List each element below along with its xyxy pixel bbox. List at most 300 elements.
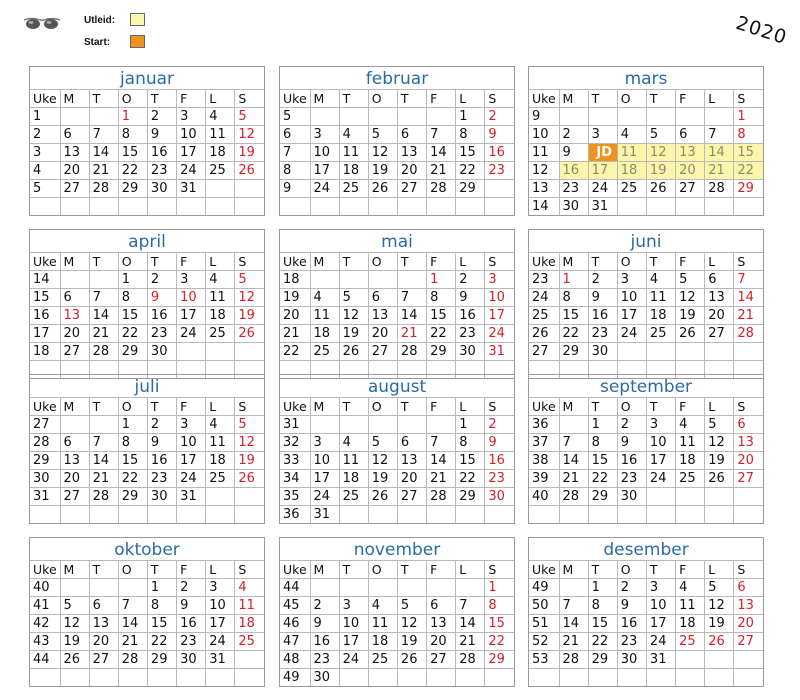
day-cell[interactable]: 6 — [427, 597, 456, 615]
day-cell[interactable]: 6 — [397, 126, 426, 144]
day-cell[interactable]: 11 — [206, 126, 235, 144]
rented-day-cell[interactable]: 18 — [617, 162, 646, 180]
day-cell[interactable]: 25 — [676, 470, 705, 488]
day-cell[interactable]: 1 — [588, 416, 617, 434]
day-cell[interactable]: 20 — [427, 633, 456, 651]
day-cell[interactable]: 27 — [89, 651, 118, 669]
day-cell[interactable]: 16 — [617, 615, 646, 633]
day-cell[interactable]: 3 — [177, 108, 206, 126]
day-cell[interactable]: 9 — [617, 434, 646, 452]
day-cell[interactable]: 30 — [147, 488, 176, 506]
day-cell[interactable]: 22 — [427, 325, 456, 343]
day-cell[interactable]: 7 — [427, 126, 456, 144]
day-cell[interactable]: 6 — [705, 271, 734, 289]
day-cell[interactable]: 28 — [89, 180, 118, 198]
day-cell[interactable]: 11 — [368, 615, 397, 633]
day-cell[interactable]: 25 — [235, 633, 264, 651]
day-cell[interactable]: 22 — [118, 470, 147, 488]
day-cell[interactable]: 14 — [118, 615, 147, 633]
day-cell[interactable]: 5 — [705, 579, 734, 597]
day-cell[interactable]: 11 — [676, 597, 705, 615]
day-cell[interactable]: 10 — [177, 434, 206, 452]
day-cell[interactable]: 18 — [339, 162, 368, 180]
day-cell[interactable]: 14 — [734, 289, 763, 307]
day-cell[interactable]: 16 — [310, 633, 339, 651]
day-cell[interactable]: 2 — [559, 126, 588, 144]
day-cell[interactable]: 22 — [118, 325, 147, 343]
day-cell[interactable]: 20 — [397, 162, 426, 180]
day-cell[interactable]: 8 — [118, 289, 147, 307]
day-cell[interactable]: 24 — [339, 651, 368, 669]
day-cell[interactable]: 12 — [235, 434, 264, 452]
day-cell[interactable]: 14 — [427, 144, 456, 162]
day-cell[interactable]: 16 — [177, 615, 206, 633]
day-cell[interactable]: 9 — [310, 615, 339, 633]
day-cell[interactable]: 21 — [89, 162, 118, 180]
day-cell[interactable]: 25 — [310, 343, 339, 361]
day-cell[interactable]: 6 — [368, 289, 397, 307]
day-cell[interactable]: 10 — [206, 597, 235, 615]
day-cell[interactable]: 8 — [734, 126, 763, 144]
day-cell[interactable]: 18 — [676, 452, 705, 470]
day-cell[interactable]: 29 — [456, 180, 485, 198]
day-cell[interactable]: 4 — [206, 271, 235, 289]
day-cell[interactable]: 25 — [368, 651, 397, 669]
day-cell[interactable]: 9 — [147, 434, 176, 452]
day-cell[interactable]: 27 — [734, 470, 763, 488]
day-cell[interactable]: 3 — [206, 579, 235, 597]
day-cell[interactable]: 13 — [368, 307, 397, 325]
day-cell[interactable]: 24 — [646, 633, 675, 651]
day-cell[interactable]: 20 — [734, 452, 763, 470]
day-cell[interactable]: 26 — [705, 470, 734, 488]
day-cell[interactable]: 11 — [676, 434, 705, 452]
day-cell[interactable]: 9 — [485, 126, 514, 144]
day-cell[interactable]: 7 — [118, 597, 147, 615]
day-cell[interactable]: 6 — [60, 126, 89, 144]
day-cell[interactable]: 11 — [235, 597, 264, 615]
day-cell[interactable]: 4 — [676, 579, 705, 597]
day-cell[interactable]: 25 — [339, 488, 368, 506]
day-cell[interactable]: 28 — [559, 488, 588, 506]
day-cell[interactable]: 4 — [235, 579, 264, 597]
day-cell[interactable]: 13 — [60, 144, 89, 162]
day-cell[interactable]: 6 — [734, 416, 763, 434]
day-cell[interactable]: 29 — [734, 180, 763, 198]
day-cell[interactable]: 25 — [676, 633, 705, 651]
day-cell[interactable]: 30 — [588, 343, 617, 361]
day-cell[interactable]: 20 — [89, 633, 118, 651]
day-cell[interactable]: 9 — [147, 126, 176, 144]
day-cell[interactable]: 6 — [89, 597, 118, 615]
day-cell[interactable]: 11 — [206, 434, 235, 452]
day-cell[interactable]: 22 — [588, 470, 617, 488]
day-cell[interactable]: 30 — [456, 343, 485, 361]
day-cell[interactable]: 28 — [427, 180, 456, 198]
day-cell[interactable]: 15 — [456, 452, 485, 470]
day-cell[interactable]: 28 — [427, 488, 456, 506]
day-cell[interactable]: 4 — [339, 434, 368, 452]
day-cell[interactable]: 26 — [235, 162, 264, 180]
day-cell[interactable]: 18 — [676, 615, 705, 633]
day-cell[interactable]: 14 — [456, 615, 485, 633]
day-cell[interactable]: 14 — [559, 452, 588, 470]
day-cell[interactable]: 26 — [397, 651, 426, 669]
day-cell[interactable]: 25 — [617, 180, 646, 198]
day-cell[interactable]: 22 — [559, 325, 588, 343]
day-cell[interactable]: 29 — [485, 651, 514, 669]
day-cell[interactable]: 5 — [646, 126, 675, 144]
day-cell[interactable]: 2 — [617, 579, 646, 597]
day-cell[interactable]: 9 — [456, 289, 485, 307]
day-cell[interactable]: 26 — [339, 343, 368, 361]
day-cell[interactable]: 19 — [339, 325, 368, 343]
day-cell[interactable]: 20 — [60, 470, 89, 488]
day-cell[interactable]: 25 — [339, 180, 368, 198]
day-cell[interactable]: 25 — [206, 162, 235, 180]
day-cell[interactable]: 23 — [485, 162, 514, 180]
day-cell[interactable]: 1 — [118, 108, 147, 126]
day-cell[interactable]: 19 — [705, 615, 734, 633]
day-cell[interactable]: 14 — [427, 452, 456, 470]
rented-day-cell[interactable]: 17 — [588, 162, 617, 180]
day-cell[interactable]: 2 — [485, 416, 514, 434]
day-cell[interactable]: 8 — [588, 597, 617, 615]
day-cell[interactable]: 3 — [588, 126, 617, 144]
day-cell[interactable]: 4 — [339, 126, 368, 144]
day-cell[interactable]: 13 — [60, 452, 89, 470]
day-cell[interactable]: 3 — [617, 271, 646, 289]
day-cell[interactable]: 26 — [368, 488, 397, 506]
day-cell[interactable]: 26 — [705, 633, 734, 651]
day-cell[interactable]: 3 — [646, 579, 675, 597]
day-cell[interactable]: 7 — [89, 126, 118, 144]
day-cell[interactable]: 30 — [559, 198, 588, 216]
day-cell[interactable]: 12 — [60, 615, 89, 633]
day-cell[interactable]: 22 — [485, 633, 514, 651]
day-cell[interactable]: 11 — [339, 144, 368, 162]
day-cell[interactable]: 10 — [310, 144, 339, 162]
day-cell[interactable]: 7 — [559, 434, 588, 452]
day-cell[interactable]: 5 — [235, 271, 264, 289]
day-cell[interactable]: 27 — [676, 180, 705, 198]
day-cell[interactable]: 16 — [147, 144, 176, 162]
day-cell[interactable]: 7 — [734, 271, 763, 289]
day-cell[interactable]: 7 — [89, 289, 118, 307]
day-cell[interactable]: 19 — [235, 452, 264, 470]
day-cell[interactable]: 7 — [705, 126, 734, 144]
day-cell[interactable]: 23 — [177, 633, 206, 651]
day-cell[interactable]: 23 — [617, 470, 646, 488]
day-cell[interactable]: 23 — [456, 325, 485, 343]
day-cell[interactable]: 23 — [147, 162, 176, 180]
day-cell[interactable]: 17 — [310, 470, 339, 488]
day-cell[interactable]: 5 — [235, 416, 264, 434]
day-cell[interactable]: 8 — [118, 434, 147, 452]
day-cell[interactable]: 1 — [118, 271, 147, 289]
day-cell[interactable]: 3 — [310, 126, 339, 144]
day-cell[interactable]: 21 — [427, 470, 456, 488]
day-cell[interactable]: 31 — [177, 488, 206, 506]
day-cell[interactable]: 6 — [397, 434, 426, 452]
rented-day-cell[interactable]: 15 — [734, 144, 763, 162]
day-cell[interactable]: 2 — [456, 271, 485, 289]
day-cell[interactable]: 17 — [646, 615, 675, 633]
day-cell[interactable]: 16 — [617, 452, 646, 470]
rented-day-cell[interactable]: 11 — [617, 144, 646, 162]
day-cell[interactable]: 23 — [310, 651, 339, 669]
day-cell[interactable]: 21 — [559, 470, 588, 488]
day-cell[interactable]: 4 — [206, 416, 235, 434]
day-cell[interactable]: 12 — [368, 452, 397, 470]
day-cell[interactable]: 27 — [427, 651, 456, 669]
day-cell[interactable]: 4 — [310, 289, 339, 307]
day-cell[interactable]: 29 — [147, 651, 176, 669]
day-cell[interactable]: 15 — [427, 307, 456, 325]
day-cell[interactable]: 26 — [235, 325, 264, 343]
day-cell[interactable]: 1 — [588, 579, 617, 597]
day-cell[interactable]: 6 — [60, 289, 89, 307]
day-cell[interactable]: 15 — [485, 615, 514, 633]
day-cell[interactable]: 24 — [588, 180, 617, 198]
day-cell[interactable]: 6 — [60, 434, 89, 452]
day-cell[interactable]: 7 — [559, 597, 588, 615]
day-cell[interactable]: 29 — [588, 651, 617, 669]
day-cell[interactable]: 2 — [588, 271, 617, 289]
day-cell[interactable]: 10 — [310, 452, 339, 470]
day-cell[interactable]: 13 — [397, 452, 426, 470]
day-cell[interactable]: 17 — [617, 307, 646, 325]
day-cell[interactable]: 17 — [177, 144, 206, 162]
day-cell[interactable]: 12 — [705, 597, 734, 615]
day-cell[interactable]: 13 — [734, 597, 763, 615]
day-cell[interactable]: 10 — [646, 597, 675, 615]
day-cell[interactable]: 20 — [734, 615, 763, 633]
day-cell[interactable]: 8 — [485, 597, 514, 615]
day-cell[interactable]: 29 — [456, 488, 485, 506]
day-cell[interactable]: 29 — [588, 488, 617, 506]
day-cell[interactable]: 23 — [588, 325, 617, 343]
day-cell[interactable]: 22 — [118, 162, 147, 180]
day-cell[interactable]: 18 — [206, 452, 235, 470]
day-cell[interactable]: 9 — [177, 597, 206, 615]
day-cell[interactable]: 24 — [310, 488, 339, 506]
day-cell[interactable]: 4 — [646, 271, 675, 289]
day-cell[interactable]: 2 — [147, 271, 176, 289]
day-cell[interactable]: 3 — [339, 597, 368, 615]
day-cell[interactable]: 14 — [89, 307, 118, 325]
day-cell[interactable]: 21 — [734, 307, 763, 325]
start-day-cell[interactable]: JD — [588, 144, 617, 162]
day-cell[interactable]: 6 — [676, 126, 705, 144]
day-cell[interactable]: 26 — [646, 180, 675, 198]
day-cell[interactable]: 26 — [368, 180, 397, 198]
day-cell[interactable]: 26 — [676, 325, 705, 343]
day-cell[interactable]: 1 — [734, 108, 763, 126]
day-cell[interactable]: 15 — [559, 307, 588, 325]
day-cell[interactable]: 19 — [368, 470, 397, 488]
day-cell[interactable]: 18 — [206, 307, 235, 325]
day-cell[interactable]: 3 — [177, 271, 206, 289]
day-cell[interactable]: 3 — [177, 416, 206, 434]
day-cell[interactable]: 16 — [485, 144, 514, 162]
day-cell[interactable]: 20 — [60, 162, 89, 180]
day-cell[interactable]: 16 — [456, 307, 485, 325]
day-cell[interactable]: 9 — [588, 289, 617, 307]
day-cell[interactable]: 13 — [705, 289, 734, 307]
day-cell[interactable]: 10 — [485, 289, 514, 307]
day-cell[interactable]: 18 — [646, 307, 675, 325]
day-cell[interactable]: 7 — [427, 434, 456, 452]
day-cell[interactable]: 27 — [60, 488, 89, 506]
rented-day-cell[interactable]: 14 — [705, 144, 734, 162]
day-cell[interactable]: 16 — [147, 452, 176, 470]
day-cell[interactable]: 18 — [206, 144, 235, 162]
day-cell[interactable]: 28 — [456, 651, 485, 669]
day-cell[interactable]: 20 — [368, 325, 397, 343]
day-cell[interactable]: 10 — [646, 434, 675, 452]
day-cell[interactable]: 1 — [118, 416, 147, 434]
day-cell[interactable]: 6 — [734, 579, 763, 597]
day-cell[interactable]: 4 — [617, 126, 646, 144]
day-cell[interactable]: 29 — [118, 488, 147, 506]
day-cell[interactable]: 15 — [118, 307, 147, 325]
day-cell[interactable]: 22 — [147, 633, 176, 651]
day-cell[interactable]: 15 — [588, 615, 617, 633]
day-cell[interactable]: 21 — [456, 633, 485, 651]
day-cell[interactable]: 2 — [485, 108, 514, 126]
day-cell[interactable]: 8 — [456, 434, 485, 452]
day-cell[interactable]: 21 — [89, 325, 118, 343]
day-cell[interactable]: 11 — [646, 289, 675, 307]
day-cell[interactable]: 21 — [559, 633, 588, 651]
day-cell[interactable]: 8 — [559, 289, 588, 307]
day-cell[interactable]: 13 — [734, 434, 763, 452]
day-cell[interactable]: 10 — [617, 289, 646, 307]
day-cell[interactable]: 19 — [235, 307, 264, 325]
day-cell[interactable]: 9 — [559, 144, 588, 162]
rented-day-cell[interactable]: 19 — [646, 162, 675, 180]
day-cell[interactable]: 15 — [456, 144, 485, 162]
day-cell[interactable]: 20 — [705, 307, 734, 325]
day-cell[interactable]: 13 — [397, 144, 426, 162]
day-cell[interactable]: 31 — [485, 343, 514, 361]
day-cell[interactable]: 25 — [206, 470, 235, 488]
day-cell[interactable]: 23 — [147, 325, 176, 343]
day-cell[interactable]: 12 — [235, 289, 264, 307]
day-cell[interactable]: 5 — [60, 597, 89, 615]
day-cell[interactable]: 4 — [206, 108, 235, 126]
day-cell[interactable]: 16 — [147, 307, 176, 325]
day-cell[interactable]: 2 — [147, 416, 176, 434]
day-cell[interactable]: 10 — [177, 126, 206, 144]
day-cell[interactable]: 14 — [89, 452, 118, 470]
day-cell[interactable]: 23 — [485, 470, 514, 488]
day-cell[interactable]: 9 — [617, 597, 646, 615]
day-cell[interactable]: 23 — [617, 633, 646, 651]
day-cell[interactable]: 18 — [368, 633, 397, 651]
day-cell[interactable]: 10 — [177, 289, 206, 307]
day-cell[interactable]: 25 — [206, 325, 235, 343]
day-cell[interactable]: 15 — [588, 452, 617, 470]
day-cell[interactable]: 12 — [705, 434, 734, 452]
day-cell[interactable]: 5 — [339, 289, 368, 307]
day-cell[interactable]: 8 — [118, 126, 147, 144]
day-cell[interactable]: 14 — [89, 144, 118, 162]
day-cell[interactable]: 16 — [485, 452, 514, 470]
day-cell[interactable]: 15 — [118, 144, 147, 162]
day-cell[interactable]: 2 — [617, 416, 646, 434]
day-cell[interactable]: 12 — [368, 144, 397, 162]
day-cell[interactable]: 23 — [147, 470, 176, 488]
day-cell[interactable]: 29 — [118, 343, 147, 361]
day-cell[interactable]: 15 — [118, 452, 147, 470]
day-cell[interactable]: 19 — [705, 452, 734, 470]
day-cell[interactable]: 22 — [588, 633, 617, 651]
day-cell[interactable]: 24 — [177, 325, 206, 343]
day-cell[interactable]: 29 — [118, 180, 147, 198]
day-cell[interactable]: 28 — [89, 488, 118, 506]
day-cell[interactable]: 5 — [705, 416, 734, 434]
day-cell[interactable]: 14 — [397, 307, 426, 325]
day-cell[interactable]: 24 — [310, 180, 339, 198]
day-cell[interactable]: 18 — [235, 615, 264, 633]
day-cell[interactable]: 16 — [588, 307, 617, 325]
day-cell[interactable]: 22 — [456, 162, 485, 180]
day-cell[interactable]: 21 — [118, 633, 147, 651]
day-cell[interactable]: 19 — [397, 633, 426, 651]
rented-day-cell[interactable]: 16 — [559, 162, 588, 180]
day-cell[interactable]: 21 — [397, 325, 426, 343]
day-cell[interactable]: 22 — [456, 470, 485, 488]
day-cell[interactable]: 27 — [734, 633, 763, 651]
day-cell[interactable]: 31 — [177, 180, 206, 198]
day-cell[interactable]: 3 — [646, 416, 675, 434]
day-cell[interactable]: 5 — [676, 271, 705, 289]
day-cell[interactable]: 5 — [235, 108, 264, 126]
day-cell[interactable]: 19 — [235, 144, 264, 162]
day-cell[interactable]: 26 — [60, 651, 89, 669]
day-cell[interactable]: 17 — [646, 452, 675, 470]
day-cell[interactable]: 21 — [89, 470, 118, 488]
day-cell[interactable]: 13 — [427, 615, 456, 633]
day-cell[interactable]: 26 — [235, 470, 264, 488]
day-cell[interactable]: 19 — [60, 633, 89, 651]
day-cell[interactable]: 30 — [147, 180, 176, 198]
day-cell[interactable]: 3 — [485, 271, 514, 289]
rented-day-cell[interactable]: 22 — [734, 162, 763, 180]
day-cell[interactable]: 29 — [559, 343, 588, 361]
day-cell[interactable]: 17 — [485, 307, 514, 325]
rented-day-cell[interactable]: 21 — [705, 162, 734, 180]
day-cell[interactable]: 17 — [310, 162, 339, 180]
day-cell[interactable]: 5 — [368, 434, 397, 452]
day-cell[interactable]: 21 — [427, 162, 456, 180]
day-cell[interactable]: 30 — [147, 343, 176, 361]
day-cell[interactable]: 7 — [397, 289, 426, 307]
day-cell[interactable]: 27 — [705, 325, 734, 343]
day-cell[interactable]: 12 — [397, 615, 426, 633]
day-cell[interactable]: 14 — [559, 615, 588, 633]
day-cell[interactable]: 2 — [310, 597, 339, 615]
rented-day-cell[interactable]: 20 — [676, 162, 705, 180]
day-cell[interactable]: 20 — [397, 470, 426, 488]
day-cell[interactable]: 18 — [339, 470, 368, 488]
day-cell[interactable]: 11 — [310, 307, 339, 325]
day-cell[interactable]: 28 — [118, 651, 147, 669]
day-cell[interactable]: 24 — [617, 325, 646, 343]
day-cell[interactable]: 9 — [147, 289, 176, 307]
